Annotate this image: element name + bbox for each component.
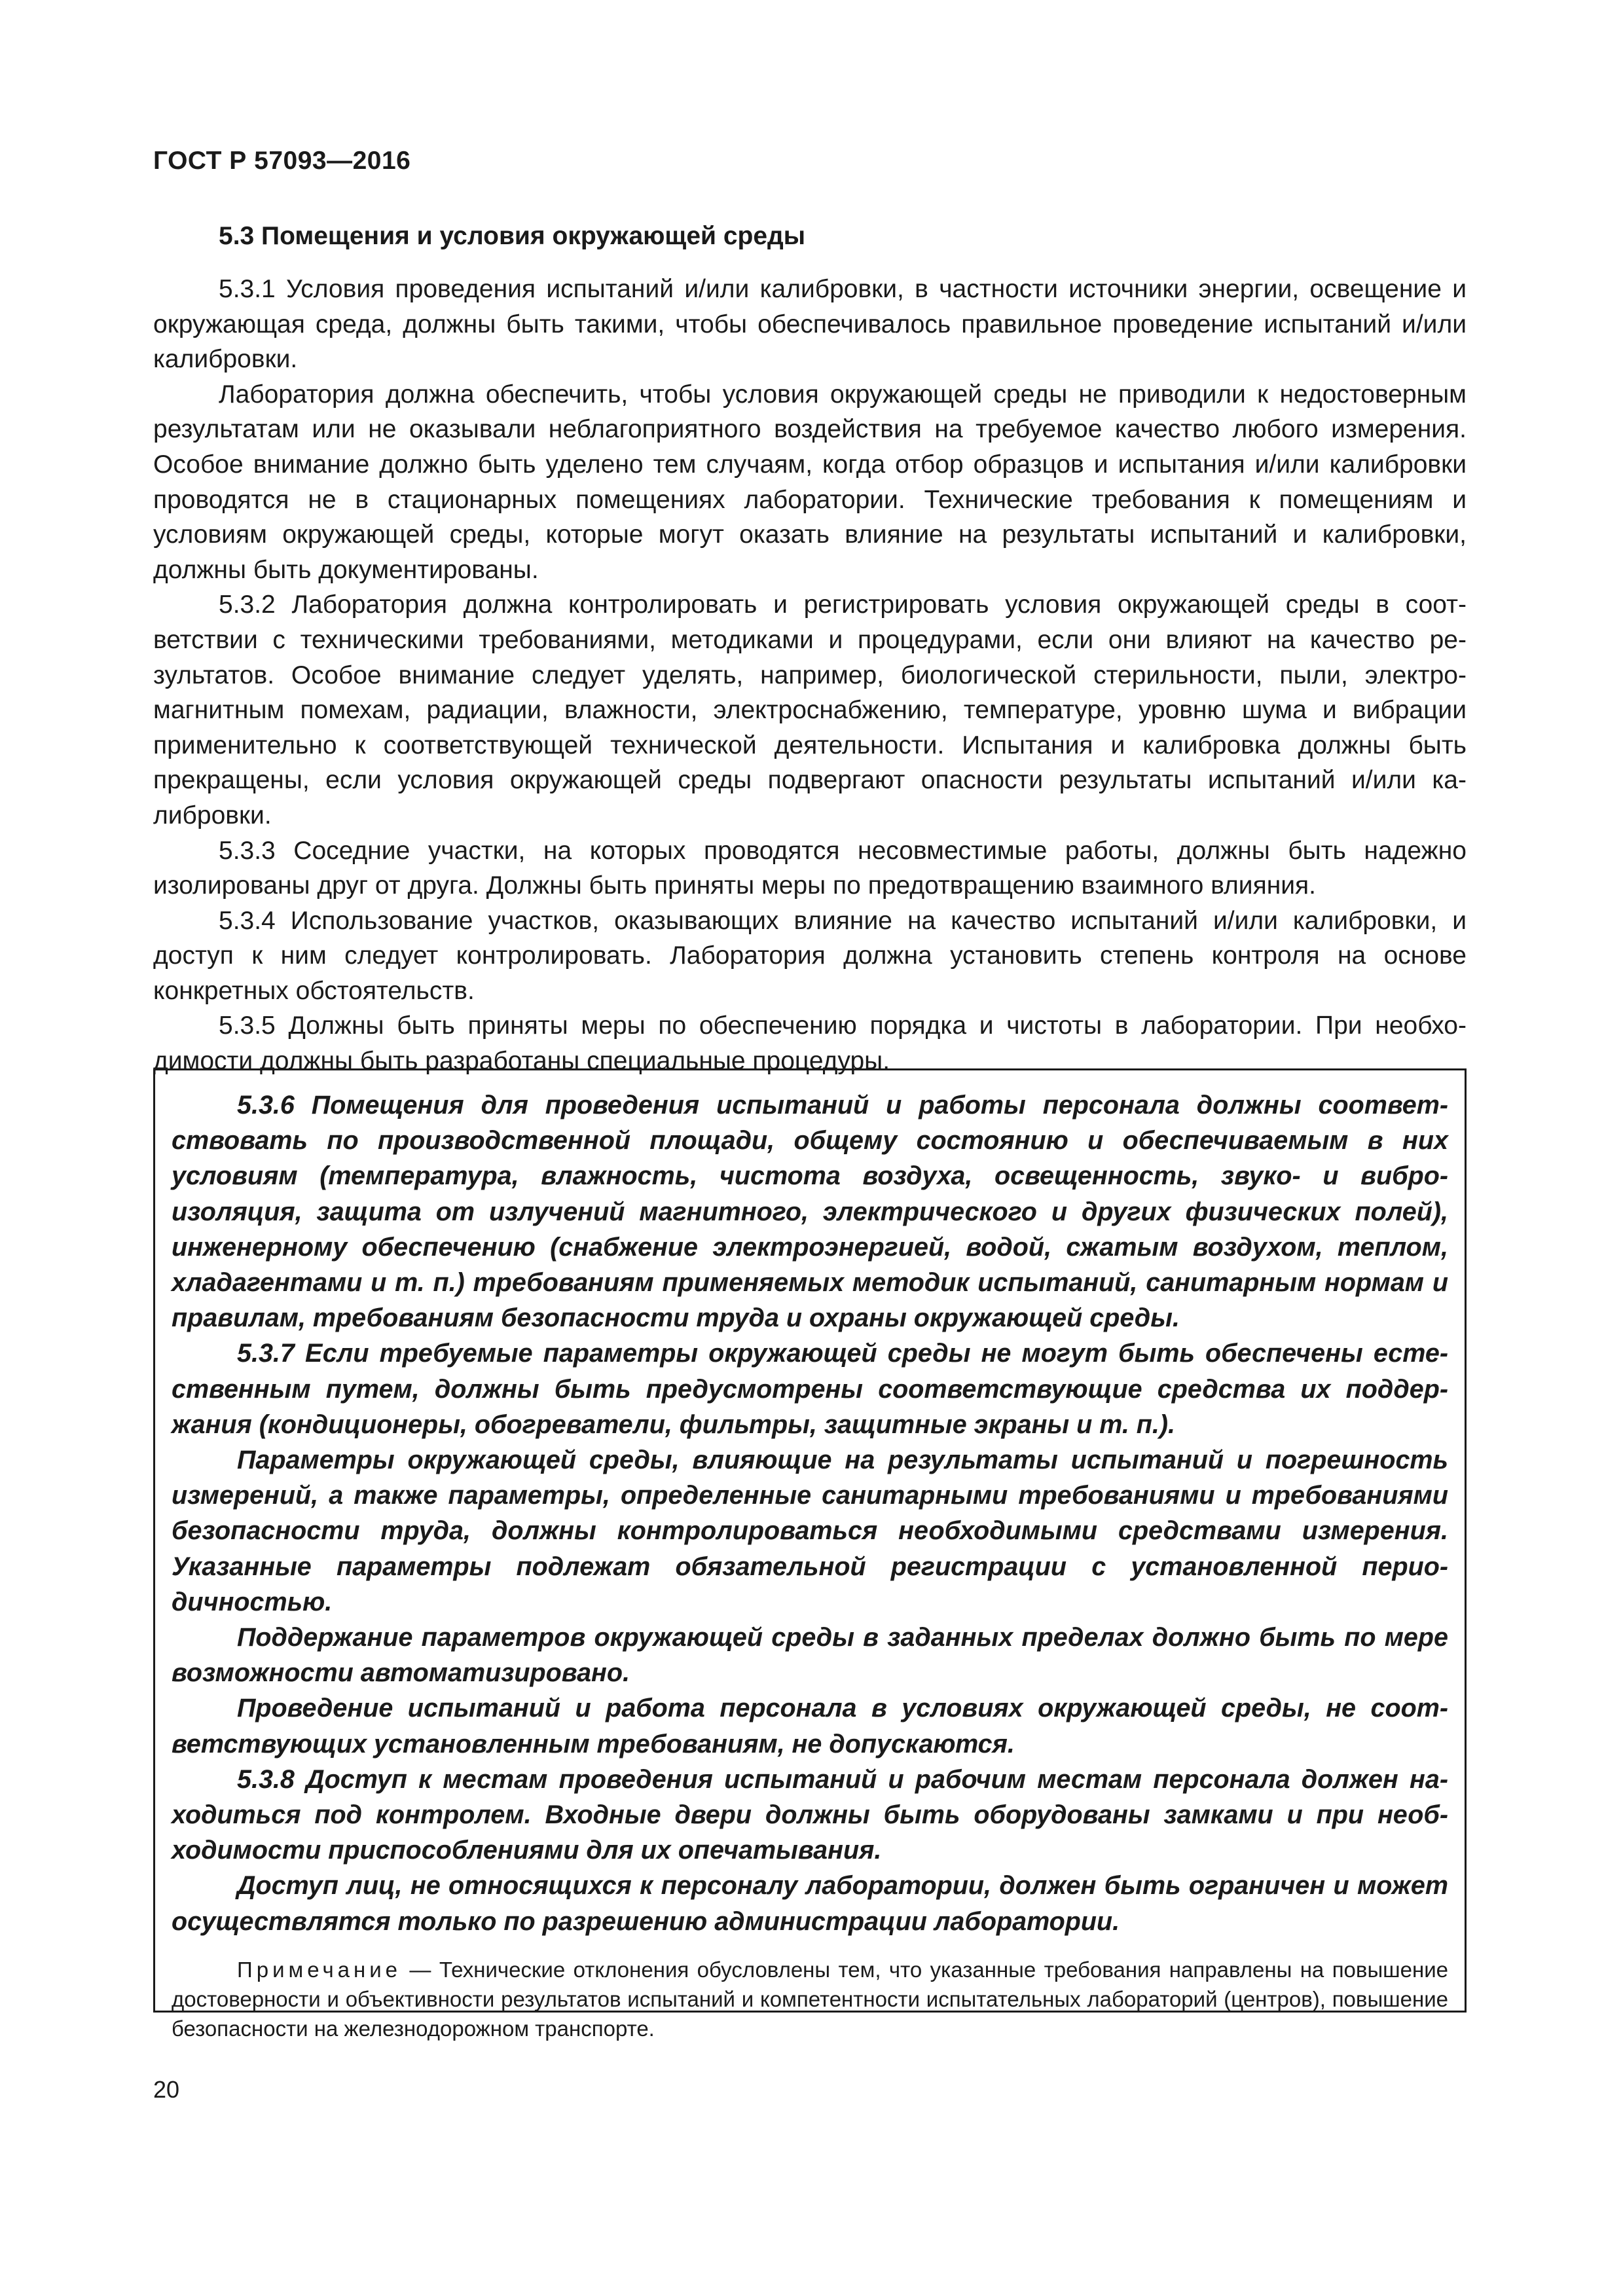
paragraph-5-3-5: 5.3.5 Должны быть приняты меры по обеспечению порядка и чистоты в лаборатории. При необходимости должны быть разработаны специальные процедуры. [153,1011,1467,1076]
note [172,1955,1448,2043]
paragraph-lab-conditions: Лаборатория должна обеспечить, чтобы условия окружающей среды не приводили к недостоверным результатам или не оказывали неблагоприятного воздействия на требуемое качество любого измерения. Особое внимание должно быть уделено тем случаям, когда отбор образцов и испытания и/или калибровки проводятся не в стационарных помещениях лаборатории. Технические требования к помещениям и условиям окружающей среды, которые могут оказать влияние на результаты испытаний и калибровки, должны быть документированы. [153,380,1467,584]
paragraph-access: Доступ лиц, не относящихся к персоналу лаборатории, должен быть ограничен и может осуществлятся только по разрешению администрации лаборатории. [172,1871,1448,1936]
section-heading: 5.3 Помещения и условия окружающей среды [219,222,806,250]
paragraph-5-3-7: 5.3.7 Если требуемые параметры окружающей среды не могут быть обеспечены естественным путем, должны быть предусмотрены соответствующие средства их поддержания (кондиционеры, обогреватели, фильтры, защитные экраны и т. п.). [172,1339,1448,1439]
paragraph-5-3-8: 5.3.8 Доступ к местам проведения испытаний и рабочим местам персонала должен находиться под контролем. Входные двери должны быть оборудованы замками и при необходимости приспособлениями для их опечатывания. [172,1764,1448,1865]
paragraph-env-parameters: Параметры окружающей среды, влияющие на результаты испытаний и погрешность измерений, а также параметры, определенные санитарными требованиями и требованиями безопасности труда, должны контролироваться необходимыми средствами измерения. Указанные параметры подлежат обязательной регистрации с установленной периодичностью. [172,1446,1448,1616]
paragraph-prohibition: Проведение испытаний и работа персонала в условиях окружающей среды, не соответствующих установленным требованиям, не допускаются. [172,1694,1448,1758]
standard-code-header: ГОСТ Р 57093—2016 [153,147,411,175]
paragraph-5-3-6: 5.3.6 Помещения для проведения испытаний и работы персонала должны соответствовать по производственной площади, общему состоянию и обеспечиваемым в них условиям (температура, влажность, чистота воздуха, освещенность, звуко- и виброизоляция, защита от излучений магнитного, электрического и других физических полей), инженерному обеспечению (снабжение электроэнергией, водой, сжатым воздухом, теплом, хладагентами и т. п.) требованиям применяемых методик испытаний, санитарным нормам и правилам, требованиям безопасности труда и охраны окружающей среды. [172,1091,1448,1333]
note-text: — Технические отклонения обусловлены тем, что указанные требования направлены на повышение достоверности и объективности результатов испытаний и компетентности испытательных лабораторий (центров), повышение безопасности на железнодорожном транспорте. [172,1957,1448,2041]
paragraph-5-3-2: 5.3.2 Лаборатория должна контролировать и регистрировать условия окружающей среды в соответствии с техническими требованиями, методиками и процедурами, если они влияют на качество результатов. Особое внимание следует уделять, например, биологической стерильности, пыли, электромагнитным помехам, радиации, влажности, электроснабжению, температуре, уровню шума и вибрации применительно к соответствующей технической деятельности. Испытания и калибровка должны быть прекращены, если условия окружающей среды подвергают опасности результаты испытаний и/или калибровки. [153,591,1467,829]
note-label: Примечание [237,1957,402,1982]
national-deviation-box [153,1068,1467,2041]
paragraph-automation: Поддержание параметров окружающей среды в заданных пределах должно быть по мере возможности автоматизировано. [172,1623,1448,1688]
page-number: 20 [153,2076,180,2103]
paragraph-5-3-4: 5.3.4 Использование участков, оказывающих влияние на качество испытаний и/или калибровки, и доступ к ним следует контролировать. Лаборатория должна установить степень контроля на основе конкретных обстоятельств. [153,906,1467,1005]
paragraph-5-3-3: 5.3.3 Соседние участки, на которых проводятся несовместимые работы, должны быть надежно изолированы друг от друга. Должны быть приняты меры по предотвращению взаимного влияния. [153,836,1467,900]
paragraph-5-3-1: 5.3.1 Условия проведения испытаний и/или калибровки, в частности источники энергии, освещение и окружающая среда, должны быть такими, чтобы обеспечивалось правильное проведение испытаний и/или калибровки. [153,275,1467,374]
section-body [153,219,1467,1079]
